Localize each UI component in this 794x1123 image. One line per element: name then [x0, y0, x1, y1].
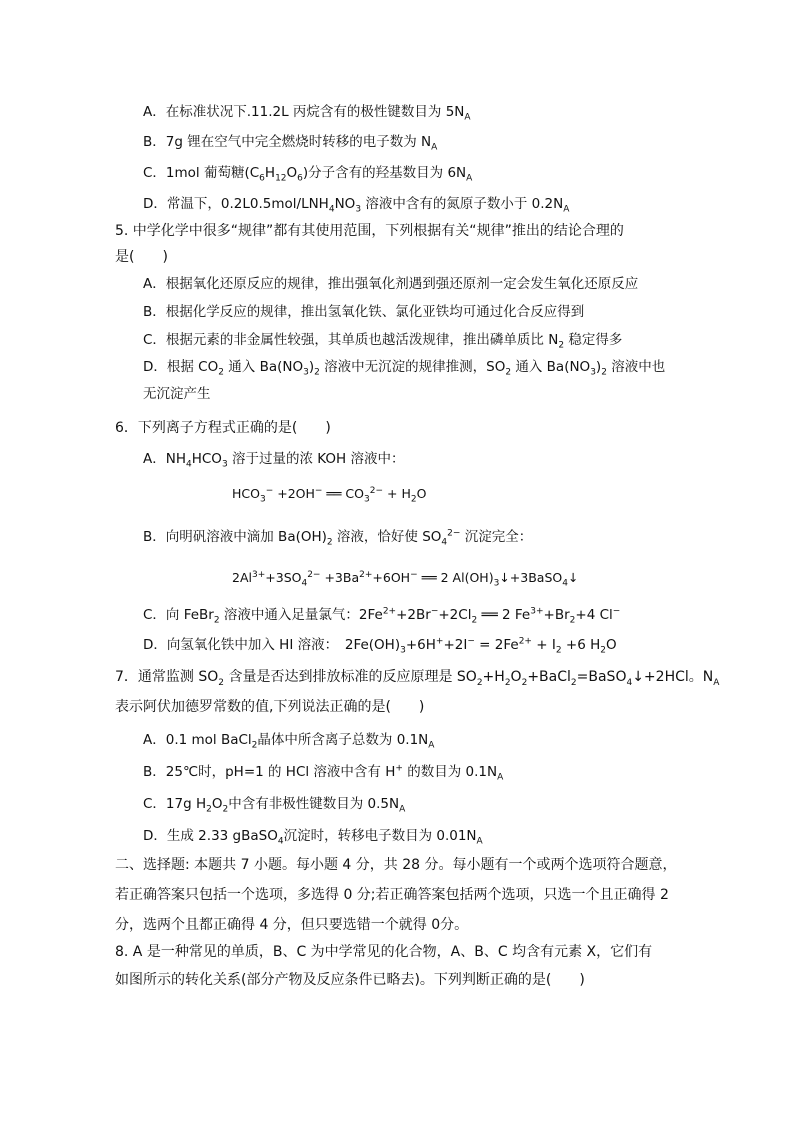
q6-option-b: B．向明矾溶液中滴加 $Ba(OH)_2$ 溶液，恰好使 $SO_4^{2-}$ 沉淀完全：: [143, 528, 533, 548]
section2-instructions-line3: 分，选两个且都正确得 4 分，但只要选错一个就得 0分。: [115, 917, 469, 933]
q8-stem-line1: 8. A 是一种常见的单质，B、C 为中学常见的化合物，A、B、C 均含有元素 X，它们有: [115, 944, 653, 960]
q6-option-c: C．向 FeBr$_2$ 溶液中通入足量氯气：$2Fe^{2+}+2Br^-+2Cl_2$ ══ 2 $Fe^{3+}+Br_2+4$ Cl−: [143, 606, 621, 626]
q6-option-a: A．$NH_4HCO_3$ 溶于过量的浓 KOH 溶液中：: [143, 451, 405, 470]
q7-stem-line2: 表示阿伏加德罗常数的值,下列说法正确的是( ): [115, 699, 425, 715]
q4-option-c: C．1mol 葡萄糖$(C_6H_{12}O_6)$分子含有的羟基数目为 $6N_A$: [143, 165, 473, 184]
q5-stem-line2: 是( ): [115, 249, 168, 265]
q5-option-d-line2: 无沉淀产生: [143, 386, 211, 402]
q4-option-a: A．在标准状况下.11.2L 丙烷含有的极性键数目为 $5N_A$: [143, 104, 471, 123]
q7-option-b: B．25℃时，pH=1 的 HCl 溶液中含有 H+ 的数目为 $0.1N_A$: [143, 763, 504, 783]
q7-option-d: D．生成 2.33 gBaSO$_4$沉淀时，转移电子数目为 $0.01N_A$: [143, 828, 483, 847]
q5-option-d-line1: D．根据 $CO_2$ 通入 $Ba(NO_3)_2$ 溶液中无沉淀的规律推测，$SO_2$ 通入 $Ba(NO_3)_2$ 溶液中也: [143, 359, 666, 378]
section2-instructions-line2: 若正确答案只包括一个选项，多选得 0 分;若正确答案包括两个选项，只选一个且正确得 2: [115, 887, 669, 903]
q7-option-c: C．17g $H_2O_2$中含有非极性键数目为 $0.5N_A$: [143, 796, 406, 815]
q6-equation-a: $HCO_3^- +2OH^-$ ══ $CO_3^{2-} + H_2O$: [232, 485, 427, 505]
section2-instructions-line1: 二、选择题: 本题共 7 小题。每小题 4 分，共 28 分。每小题有一个或两个选项符合题意，: [115, 857, 677, 873]
q5-option-b: B．根据化学反应的规律，推出氢氧化铁、氯化亚铁均可通过化合反应得到: [143, 304, 585, 320]
q8-stem-line2: 如图所示的转化关系(部分产物及反应条件已略去)。下列判断正确的是( ): [115, 972, 585, 988]
q5-stem-line1: 5. 中学化学中很多“规律”都有其使用范围，下列根据有关“规律”推出的结论合理的: [115, 223, 624, 239]
q6-stem: 6．下列离子方程式正确的是( ): [115, 420, 331, 436]
q6-option-d: D．向氢氧化铁中加入 HI 溶液： $2Fe(OH)_3+6H^++2I^- = 2Fe^{2+} + I_2 +6$ $H_2O$: [143, 636, 617, 656]
q6-equation-b: $2Al^{3+}+3SO_4^{2-} +3Ba^{2+}+6OH^-$ ══ 2 $Al(OH)_3↓+3BaSO_4↓$: [232, 569, 579, 589]
q4-option-d: D．常温下，$0.2L0.5mol/LNH_4NO_3$ 溶液中含有的氮原子数小于 $0.2N_A$: [143, 196, 570, 215]
q5-option-a: A．根据氧化还原反应的规律，推出强氧化剂遇到强还原剂一定会发生氧化还原反应: [143, 276, 639, 292]
q7-option-a: A．0.1 mol BaCl$_2$晶体中所含离子总数为 $0.1N_A$: [143, 732, 435, 751]
q4-option-b: B．7g 锂在空气中完全燃烧时转移的电子数为 $N_A$: [143, 134, 438, 153]
q7-stem-line1: 7．通常监测 $SO_2$ 含量是否达到排放标准的反应原理是 $SO_2+H_2O_2+BaCl_2=BaSO_4↓+2HCl$。$N_A$: [115, 669, 720, 688]
q5-option-c: C．根据元素的非金属性较强，其单质也越活泼规律，推出磷单质比 $N_2$ 稳定得多: [143, 332, 623, 351]
